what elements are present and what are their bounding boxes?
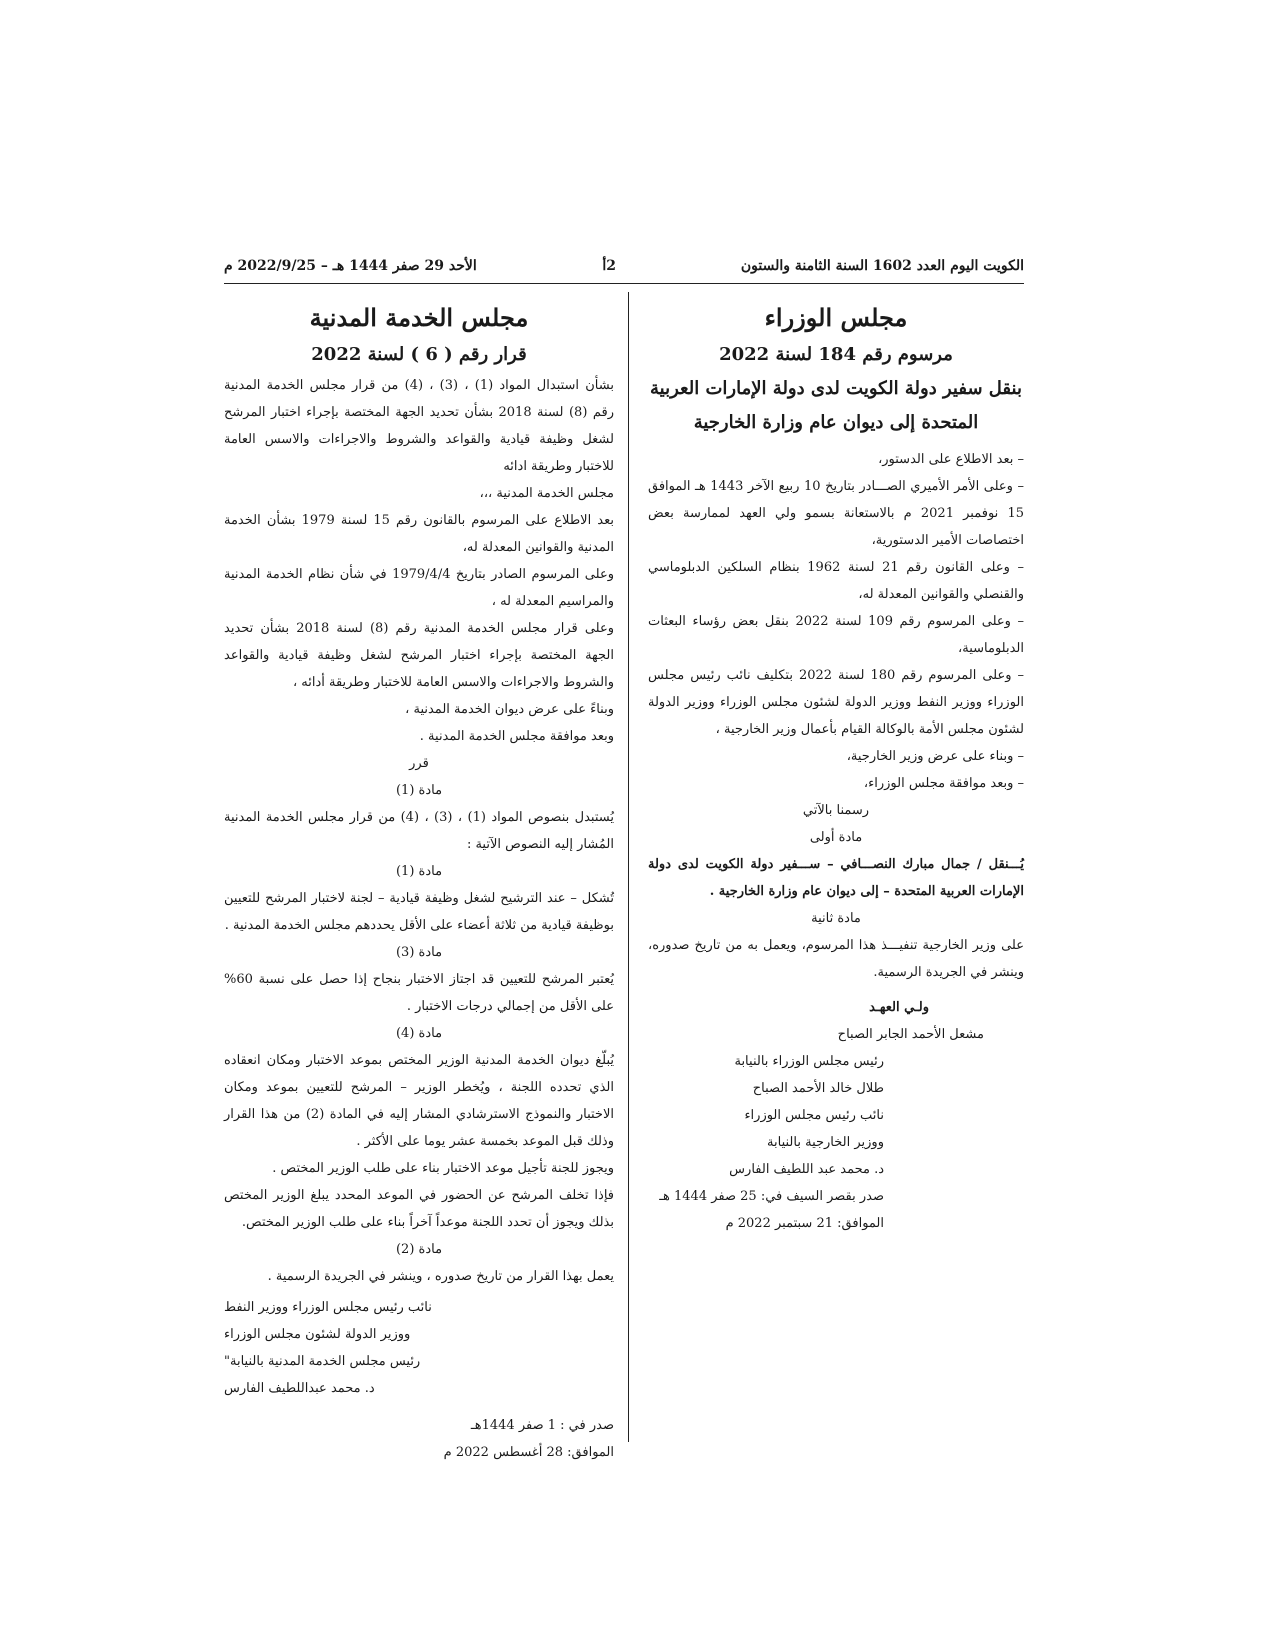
- decree-subject-line: بنقل سفير دولة الكويت لدى دولة الإمارات العربية: [650, 378, 1022, 399]
- preamble-paragraph: بعد الاطلاع على المرسوم بالقانون رقم 15 لسنة 1979 بشأن الخدمة المدنية والقوانين المعدلة له،: [224, 513, 614, 555]
- preamble-paragraph: – وعلى الأمر الأميري الصـــادر بتاريخ 10 ربيع الآخر 1443 هـ الموافق 15 نوفمبر 2021 م بالاستعانة بسمو ولي العهد لممارسة بعض اختصاصات الأمير الدستورية،: [648, 479, 1025, 548]
- issue-date-line: الموافق: 21 سبتمبر 2022 م: [725, 1216, 884, 1231]
- signatory-title: ووزير الدولة لشئون مجلس الوزراء: [224, 1327, 411, 1342]
- issue-date-line: الموافق: 28 أغسطس 2022 م: [443, 1445, 614, 1460]
- article-text: ويجوز للجنة تأجيل موعد الاختبار بناء على طلب الوزير المختص .: [272, 1161, 614, 1176]
- preamble-paragraph: وبناءً على عرض ديوان الخدمة المدنية ،: [405, 702, 614, 717]
- article-text: يعمل بهذا القرار من تاريخ صدوره ، وينشر في الجريدة الرسمية .: [267, 1269, 614, 1284]
- article-heading: مادة (1): [395, 864, 443, 879]
- section-heading: مجلس الوزراء: [764, 303, 908, 332]
- resolution-title: قرار رقم ( 6 ) لسنة 2022: [311, 344, 527, 365]
- page-number: 2أ: [602, 258, 616, 274]
- preamble-paragraph: وبعد موافقة مجلس الخدمة المدنية .: [419, 729, 614, 744]
- council-of-ministers-column: [648, 298, 1024, 1237]
- article-heading: مادة (1): [395, 783, 443, 798]
- article-heading: مادة (2): [395, 1242, 443, 1257]
- article-heading: مادة ثانية: [811, 911, 861, 926]
- council-line: مجلس الخدمة المدنية ،،،: [479, 486, 614, 501]
- preamble-paragraph: وعلى المرسوم الصادر بتاريخ 1979/4/4 في شأن نظام الخدمة المدنية والمراسيم المعدلة له ،: [224, 567, 614, 609]
- issue-date-line: صدر بقصر السيف في: 25 صفر 1444 هـ: [659, 1189, 884, 1204]
- signatory-title: ولـي العهـد: [869, 1000, 929, 1015]
- preamble-paragraph: – وبعد موافقة مجلس الوزراء،: [863, 776, 1024, 791]
- section-heading: مجلس الخدمة المدنية: [309, 303, 529, 332]
- resolution-subject: بشأن استبدال المواد (1) ، (3) ، (4) من قرار مجلس الخدمة المدنية رقم (8) لسنة 2018 بشأن تحديد الجهة المختصة بإجراء اختبار المرشح لشغل وظيفة قيادية والقواعد والشروط والاجراءات والاسس العامة للاختبار وطريقة ادائه: [224, 378, 614, 474]
- signatory-title: نائب رئيس مجلس الوزراء: [744, 1108, 884, 1123]
- preamble-paragraph: – وعلى القانون رقم 21 لسنة 1962 بنظام السلكين الدبلوماسي والقنصلي والقوانين المعدلة له،: [648, 560, 1025, 602]
- article-heading: مادة (4): [395, 1026, 443, 1041]
- preamble-paragraph: وعلى قرار مجلس الخدمة المدنية رقم (8) لسنة 2018 بشأن تحديد الجهة المختصة بإجراء اختبار المرشح لشغل وظيفة قيادية والقواعد والشروط والاجراءات والاسس العامة للاختبار وطريقة أدائه ،: [224, 621, 614, 690]
- signatory-title: رئيس مجلس الخدمة المدنية بالنيابة": [224, 1354, 421, 1369]
- preamble-paragraph: – وبناء على عرض وزير الخارجية،: [846, 749, 1024, 764]
- signatory-title: ووزير الخارجية بالنيابة: [767, 1135, 884, 1150]
- article-heading: مادة (3): [395, 945, 443, 960]
- article-text: يُبلّغ ديوان الخدمة المدنية الوزير المختص بموعد الاختبار ومكان انعقاده الذي تحدده اللجنة ، ويُخطر الوزير – المرشح للتعيين بموعد ومكان الاختبار والنموذج الاسترشادي المشار إليه في المادة (2) من هذا القرار وذلك قبل الموعد بخمسة عشر يوما على الأكثر .: [224, 1053, 614, 1149]
- article-text: على وزير الخارجية تنفيـــذ هذا المرسوم، ويعمل به من تاريخ صدوره، وينشر في الجريدة الرسمية.: [648, 938, 1024, 980]
- article-text: يُـــنقل / جمال مبارك النصـــافي – ســـفير دولة الكويت لدى دولة الإمارات العربية المتحدة – إلى ديوان عام وزارة الخارجية .: [648, 857, 1024, 899]
- decreed-line: رسمنا بالآتي: [802, 803, 870, 818]
- page-header: [224, 258, 1024, 286]
- issue-date-line: صدر في : 1 صفر 1444هـ: [470, 1418, 614, 1433]
- preamble-paragraph: – وعلى المرسوم رقم 180 لسنة 2022 بتكليف نائب رئيس مجلس الوزراء ووزير النفط ووزير الدولة لشئون مجلس الوزراء ووزير الدولة لشئون مجلس الأمة بالوكالة القيام بأعمال وزير الخارجية ،: [648, 668, 1025, 737]
- article-text: تُشكل – عند الترشيح لشغل وظيفة قيادية – لجنة لاختبار المرشح للتعيين بوظيفة قيادية من ثلاثة أعضاء على الأقل يحددهم مجلس الخدمة المدنية .: [224, 891, 614, 933]
- signatory-title: نائب رئيس مجلس الوزراء ووزير النفط: [224, 1300, 432, 1315]
- signatory-name: د. محمد عبداللطيف الفارس: [224, 1381, 375, 1396]
- decree-title: مرسوم رقم 184 لسنة 2022: [719, 344, 953, 365]
- article-text: فإذا تخلف المرشح عن الحضور في الموعد المحدد يبلغ الوزير المختص بذلك ويجوز أن تحدد اللجنة موعداً آخراً بناء على طلب الوزير المختص.: [224, 1188, 614, 1230]
- signatory-name: طلال خالد الأحمد الصباح: [752, 1081, 884, 1096]
- article-text: يُعتبر المرشح للتعيين قد اجتاز الاختبار بنجاح إذا حصل على نسبة 60% على الأقل من إجمالي درجات الاختبار .: [224, 972, 614, 1014]
- signatory-title: رئيس مجلس الوزراء بالنيابة: [734, 1054, 884, 1069]
- header-rule: [224, 283, 1024, 284]
- signatory-name: د. محمد عبد اللطيف الفارس: [729, 1162, 884, 1177]
- decree-subject-line: المتحدة إلى ديوان عام وزارة الخارجية: [693, 412, 979, 433]
- column-divider: [628, 292, 629, 1442]
- preamble-paragraph: – بعد الاطلاع على الدستور،: [878, 452, 1024, 467]
- resolved-line: قرر: [409, 756, 429, 771]
- issue-date: الأحد 29 صفر 1444 هـ – 2022/9/25 م: [224, 258, 477, 274]
- civil-service-council-column: [224, 298, 614, 1466]
- signatory-name: مشعل الأحمد الجابر الصباح: [837, 1027, 984, 1042]
- gazette-issue: الكويت اليوم العدد 1602 السنة الثامنة والستون: [740, 258, 1024, 274]
- article-text: يُستبدل بنصوص المواد (1) ، (3) ، (4) من قرار مجلس الخدمة المدنية المُشار إليه النصوص الآتية :: [224, 810, 614, 852]
- article-heading: مادة أولى: [809, 830, 863, 845]
- preamble-paragraph: – وعلى المرسوم رقم 109 لسنة 2022 بنقل بعض رؤساء البعثات الدبلوماسية،: [648, 614, 1024, 656]
